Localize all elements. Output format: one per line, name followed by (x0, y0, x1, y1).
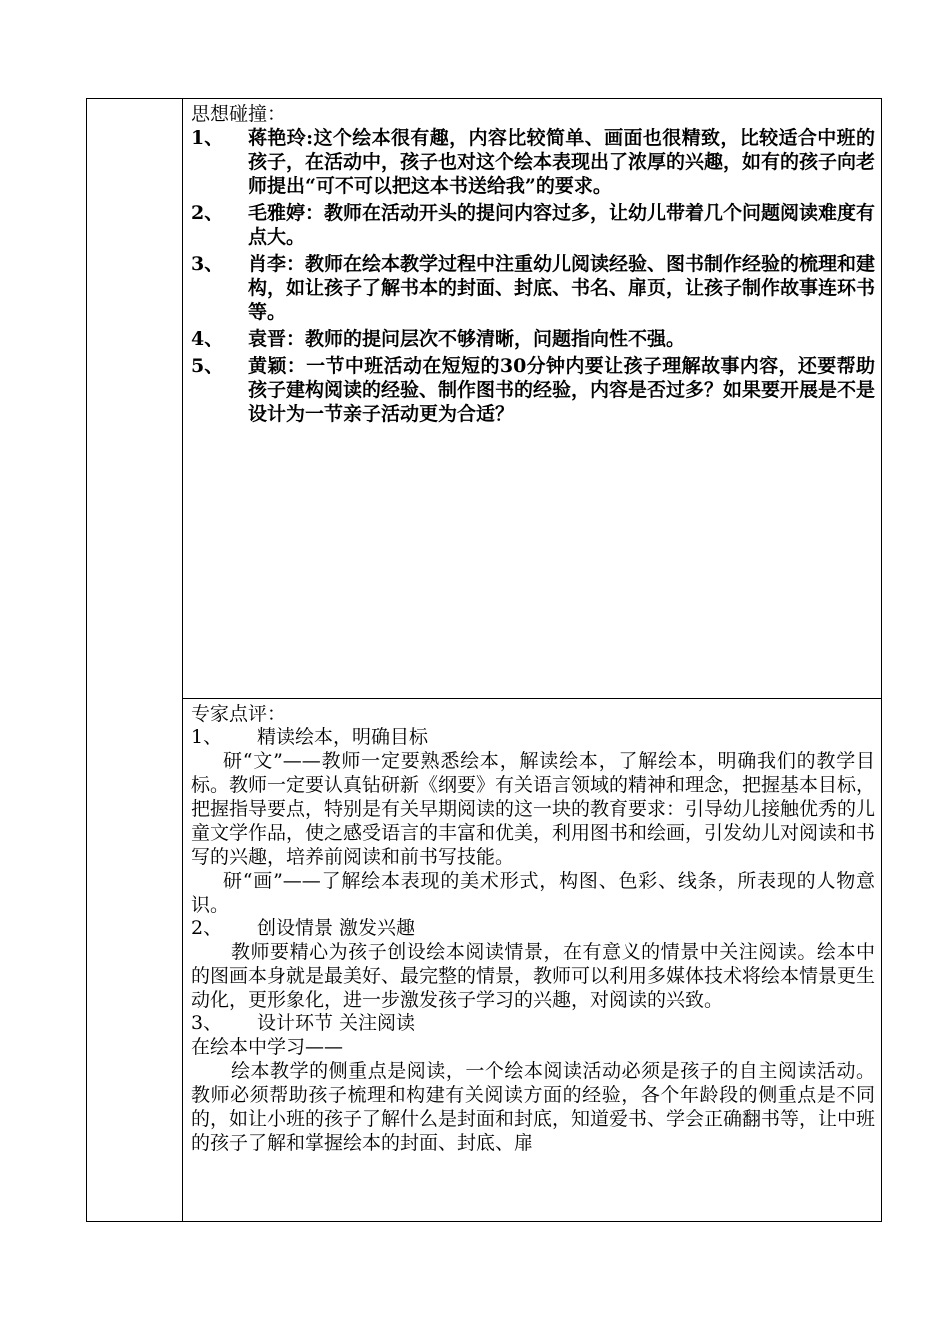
discussion-heading: 思想碰撞： (191, 103, 287, 125)
item-text: 蒋艳玲:这个绘本很有趣，内容比较简单、画面也很精致，比较适合中班的孩子，在活动中，孩子也对这个绘本表现出了浓厚的兴趣，如有的孩子向老师提出“可不可以把这本书送给我”的要求。 (248, 127, 876, 197)
document-table (86, 98, 882, 1222)
item-text: 黄颖：一节中班活动在短短的30分钟内要让孩子理解故事内容，还要帮助孩子建构阅读的经验、制作图书的经验，内容是否过多？如果要开展是不是设计为一节亲子活动更为合适？ (248, 355, 876, 425)
item-number: 5、 (191, 355, 224, 377)
item-number: 2、 (191, 202, 224, 224)
list-item (191, 126, 875, 198)
review-line: 在绘本中学习—— (191, 1036, 344, 1058)
discussion-cell (183, 99, 881, 699)
review-point-2: 2、 创设情景 激发兴趣 (191, 917, 416, 939)
list-item (191, 354, 875, 426)
review-point-1: 1、 精读绘本，明确目标 (191, 726, 429, 748)
expert-heading: 专家点评： (191, 703, 287, 725)
expert-review-cell (183, 699, 881, 1221)
review-point-3: 3、 设计环节 关注阅读 (191, 1012, 416, 1034)
review-paragraph: 绘本教学的侧重点是阅读，一个绘本阅读活动必须是孩子的自主阅读活动。教师必须帮助孩子梳理和构建有关阅读方面的经验，各个年龄段的侧重点是不同的，如让小班的孩子了解什么是封面和封底，知道爱书、学会正确翻书等，让中班的孩子了解和掌握绘本的封面、封底、扉 (191, 1060, 876, 1154)
review-paragraph: 教师要精心为孩子创设绘本阅读情景，在有意义的情景中关注阅读。绘本中的图画本身就是最美好、最完整的情景，教师可以利用多媒体技术将绘本情景更生动化，更形象化，进一步激发孩子学习的兴趣，对阅读的兴致。 (191, 941, 876, 1011)
review-paragraph: 研“画”——了解绘本表现的美术形式，构图、色彩、线条，所表现的人物意识。 (191, 870, 875, 916)
left-column-cell (87, 99, 183, 1221)
item-text: 袁晋：教师的提问层次不够清晰，问题指向性不强。 (248, 328, 686, 350)
item-text: 肖李：教师在绘本教学过程中注重幼儿阅读经验、图书制作经验的梳理和建构，如让孩子了解书本的封面、封底、书名、扉页，让孩子制作故事连环书等。 (248, 253, 876, 323)
list-item (191, 201, 875, 249)
item-number: 4、 (191, 328, 224, 350)
review-paragraph: 研“文”——教师一定要熟悉绘本，解读绘本，了解绘本，明确我们的教学目标。教师一定要认真钻研新《纲要》有关语言领域的精神和理念，把握基本目标，把握指导要点，特别是有关早期阅读的这一块的教育要求：引导幼儿接触优秀的儿童文学作品，使之感受语言的丰富和优美，利用图书和绘画，引发幼儿对阅读和书写的兴趣，培养前阅读和前书写技能。 (191, 750, 876, 868)
item-number: 3、 (191, 253, 224, 275)
item-text: 毛雅婷：教师在活动开头的提问内容过多，让幼儿带着几个问题阅读难度有点大。 (248, 202, 876, 248)
list-item (191, 327, 875, 351)
list-item (191, 252, 875, 324)
item-number: 1、 (191, 127, 224, 149)
